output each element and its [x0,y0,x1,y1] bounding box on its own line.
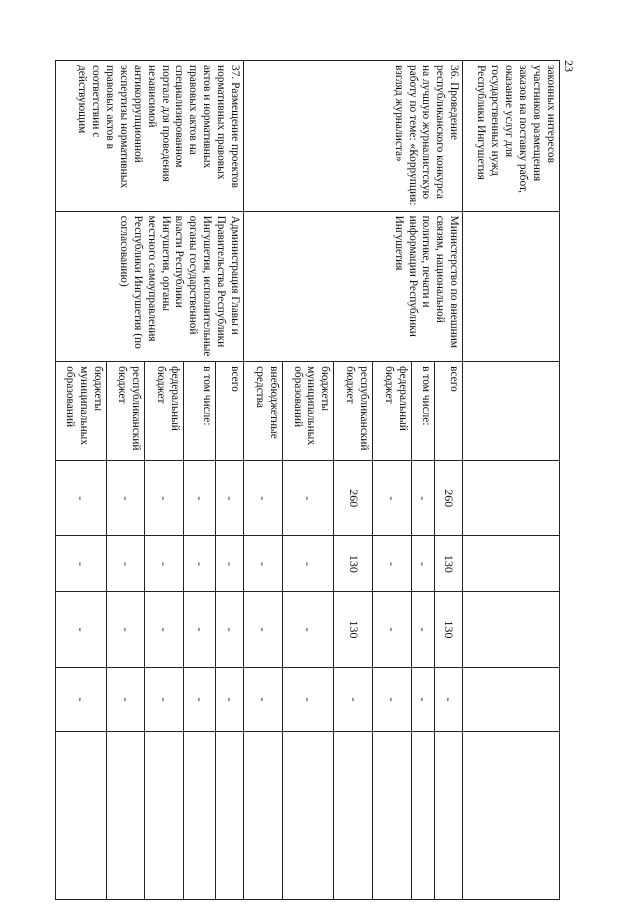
source-cell: бюджеты муниципальных образований [282,362,334,461]
value-cell: - [411,461,435,536]
value-cell [56,732,107,900]
table-row [435,61,463,900]
value-cell [463,592,560,667]
value-cell: - [373,667,412,732]
activity-cell [244,61,463,212]
value-cell: - [106,461,145,536]
executor-cell [56,211,244,362]
value-cell: - [334,667,373,732]
value-cell: - [373,461,412,536]
value-cell [463,536,560,592]
executor-text: Администрация Главы и Правительства Республики Ингушетия, исполнительные органы государственной власти Республики Ингушетия, органы местного самоуправления Республики Ингушетия (по согласованию) [117,215,242,357]
source-cell: всего [216,362,244,461]
source-cell: республиканский бюджет [334,362,373,461]
program-table [55,60,560,900]
activity-text: 37. Размещение проектов нормативных правовых актов и нормативных правовых актов на специализированном портале для проведения независимой антикоррупционной экспертизы нормативных правовых актов в соответствии с действующим [76,65,242,189]
value-cell [244,732,283,900]
source-cell: федеральный бюджет [145,362,184,461]
activity-text: 36. Проведение республиканского конкурса на лучшую журналистскую работу по теме: «Коррупция: взгляд журналиста» [392,65,461,206]
value-cell [106,732,145,900]
value-cell: - [183,536,215,592]
executor-text: Министерство по внешним связям, национальной политике, печати и информации Республики Ингушетия [392,215,461,348]
table-row [216,61,244,900]
value-cell: - [145,592,184,667]
source-cell: в том числе: [411,362,435,461]
value-cell: - [282,592,334,667]
value-cell: - [244,592,283,667]
value-cell [145,732,184,900]
value-cell: - [145,667,184,732]
value-cell [411,732,435,900]
value-cell: - [411,667,435,732]
value-cell [282,732,334,900]
value-cell [435,732,463,900]
activity-cell [463,61,560,212]
value-cell: - [216,667,244,732]
value-cell [463,461,560,536]
value-cell: - [183,667,215,732]
value-cell: - [56,667,107,732]
value-cell: - [282,667,334,732]
executor-cell [244,211,463,362]
value-cell: - [411,592,435,667]
rotated-table-wrapper [55,60,560,900]
value-cell: - [56,536,107,592]
value-cell: - [244,461,283,536]
source-cell: бюджеты муниципальных образований [56,362,107,461]
value-cell: - [145,536,184,592]
executor-cell [463,211,560,362]
value-cell: - [106,536,145,592]
value-cell: - [216,536,244,592]
value-cell: 130 [334,536,373,592]
value-cell: - [216,461,244,536]
value-cell: - [183,592,215,667]
value-cell [216,732,244,900]
page-number: 23 [562,60,576,72]
value-cell: - [244,536,283,592]
value-cell: 260 [334,461,373,536]
value-cell: - [183,461,215,536]
value-cell: 130 [334,592,373,667]
source-cell: всего [435,362,463,461]
value-cell: - [435,667,463,732]
table-row [463,61,560,900]
value-cell: 130 [435,536,463,592]
value-cell: - [216,592,244,667]
activity-text: законных интересов участников размещения заказов на поставку работ, оказание услуг для государственных нужд Республики Ингушетия [475,65,557,193]
source-cell: внебюджетные средства [244,362,283,461]
value-cell: - [106,667,145,732]
value-cell [183,732,215,900]
source-cell: республиканский бюджет [106,362,145,461]
source-cell: федеральный бюджет [373,362,412,461]
value-cell [463,667,560,732]
value-cell [463,732,560,900]
source-cell [463,362,560,461]
value-cell: - [56,592,107,667]
value-cell: - [411,536,435,592]
value-cell: - [244,667,283,732]
value-cell: - [282,536,334,592]
value-cell: 260 [435,461,463,536]
value-cell: - [56,461,107,536]
value-cell: - [106,592,145,667]
value-cell: - [373,536,412,592]
value-cell: - [282,461,334,536]
value-cell: 130 [435,592,463,667]
value-cell: - [373,592,412,667]
source-cell: в том числе: [183,362,215,461]
value-cell [373,732,412,900]
activity-cell [56,61,244,212]
value-cell: - [145,461,184,536]
value-cell [334,732,373,900]
